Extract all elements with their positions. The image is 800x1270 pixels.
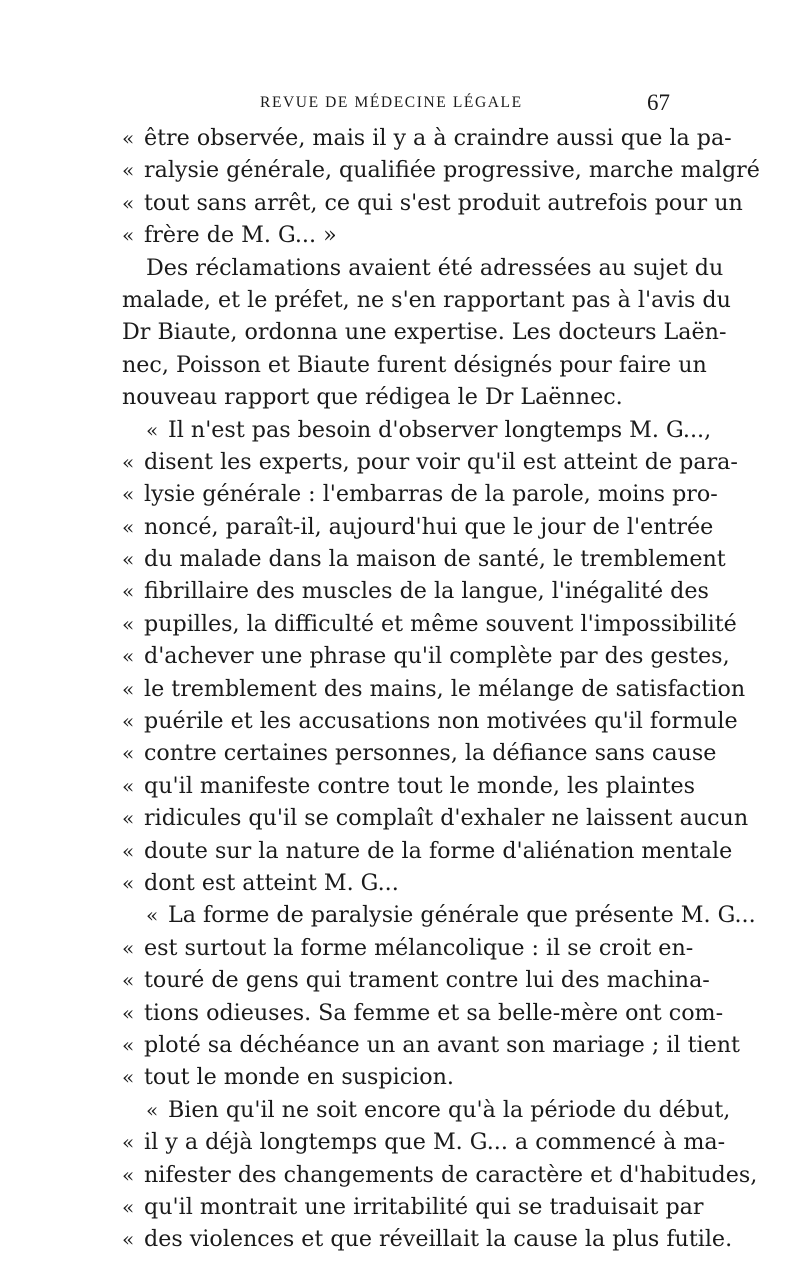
line-text: le tremblement des mains, le mélange de satisfaction	[144, 675, 746, 702]
quote-mark: «	[122, 547, 135, 572]
text-line	[122, 608, 737, 640]
text-line	[122, 1223, 733, 1255]
quote-mark: «	[122, 935, 135, 960]
body-text	[122, 122, 760, 1256]
line-text: dont est atteint M. G...	[144, 869, 399, 896]
text-line	[122, 446, 738, 478]
quote-mark: «	[146, 1097, 159, 1122]
line-text: frère de M. G... »	[144, 222, 337, 249]
text-line	[122, 640, 730, 672]
text-line	[122, 316, 727, 348]
quote-mark: «	[146, 417, 159, 442]
line-text: être observée, mais il y a à craindre aussi que la pa-	[144, 125, 732, 151]
text-line	[122, 932, 694, 964]
page-number: 67	[647, 90, 670, 115]
quote-mark: «	[122, 1162, 135, 1187]
line-text: touré de gens qui trament contre lui des machina-	[144, 967, 710, 994]
line-text: contre certaines personnes, la défiance sans cause	[144, 740, 717, 767]
text-line	[122, 575, 709, 607]
text-line	[122, 835, 733, 867]
running-title: REVUE DE MÉDECINE LÉGALE	[260, 94, 523, 111]
line-text: Dr Biaute, ordonna une expertise. Les docteurs Laën-	[122, 319, 727, 346]
text-line	[122, 414, 712, 446]
line-text: il y a déjà longtemps que M. G... a commencé à ma-	[144, 1129, 726, 1156]
line-text: pupilles, la difficulté et même souvent l'impossibilité	[144, 610, 737, 637]
line-text: doute sur la nature de la forme d'aliénation mentale	[144, 837, 733, 864]
line-text: nouveau rapport que rédigea le Dr Laënnec.	[122, 384, 623, 411]
quote-mark: «	[122, 806, 135, 831]
line-text: La forme de paralysie générale que présente M. G...	[168, 902, 756, 929]
line-text: du malade dans la maison de santé, le tremblement	[144, 546, 726, 573]
text-line	[122, 478, 718, 510]
text-line	[122, 187, 743, 219]
text-line	[122, 1094, 731, 1126]
line-text: fibrillaire des muscles de la langue, l'inégalité des	[144, 578, 709, 605]
text-line	[122, 1126, 726, 1158]
line-text: Bien qu'il ne soit encore qu'à la période du début,	[168, 1096, 731, 1123]
text-line	[122, 1159, 758, 1191]
quote-mark: «	[122, 709, 135, 734]
line-text: Il n'est pas besoin d'observer longtemps M. G...,	[168, 416, 712, 443]
quote-mark: «	[122, 676, 135, 701]
line-text: nec, Poisson et Biaute furent désignés pour faire un	[122, 351, 707, 378]
quote-mark: «	[122, 514, 135, 539]
text-line	[122, 543, 726, 575]
text-line	[122, 219, 670, 251]
line-text: ridicules qu'il se complaît d'exhaler ne laissent aucun	[144, 805, 749, 832]
text-line	[122, 705, 738, 737]
line-text: est surtout la forme mélancolique : il se croit en-	[144, 934, 694, 961]
text-line	[122, 770, 696, 802]
text-line	[122, 1061, 670, 1093]
quote-mark: «	[122, 1130, 135, 1155]
line-text: nifester des changements de caractère et d'habitudes,	[144, 1161, 758, 1188]
text-line	[122, 802, 749, 834]
line-text: tions odieuses. Sa femme et sa belle-mère ont com-	[144, 999, 724, 1026]
line-text: tout le monde en suspicion.	[144, 1064, 454, 1091]
text-line	[122, 122, 732, 154]
text-line	[122, 997, 724, 1029]
text-line	[122, 867, 670, 899]
line-text: noncé, paraît-il, aujourd'hui que le jour de l'entrée	[144, 513, 714, 540]
quote-mark: «	[122, 190, 135, 215]
line-text: lysie générale : l'embarras de la parole, moins pro-	[144, 481, 718, 508]
text-line	[122, 1191, 704, 1223]
quote-mark: «	[122, 968, 135, 993]
quote-mark: «	[122, 1000, 135, 1025]
line-text: tout sans arrêt, ce qui s'est produit autrefois pour un	[144, 189, 743, 216]
quote-mark: «	[122, 838, 135, 863]
quote-mark: «	[122, 223, 135, 248]
quote-mark: «	[122, 126, 135, 150]
quote-mark: «	[122, 449, 135, 474]
quote-mark: «	[146, 903, 159, 928]
text-line	[122, 673, 746, 705]
text-line	[122, 381, 670, 413]
text-line	[122, 964, 710, 996]
quote-mark: «	[122, 482, 135, 507]
text-line	[122, 252, 724, 284]
quote-mark: «	[122, 741, 135, 766]
quote-mark: «	[122, 1194, 135, 1219]
running-head	[122, 92, 670, 118]
line-text: qu'il montrait une irritabilité qui se traduisait par	[144, 1193, 704, 1220]
quote-mark: «	[122, 579, 135, 604]
quote-mark: «	[122, 1032, 135, 1057]
quote-mark: «	[122, 158, 135, 183]
text-line	[122, 899, 756, 931]
line-text: qu'il manifeste contre tout le monde, les plaintes	[144, 772, 696, 799]
quote-mark: «	[122, 1065, 135, 1090]
line-text: disent les experts, pour voir qu'il est atteint de para-	[144, 448, 738, 475]
line-text: ploté sa déchéance un an avant son mariage ; il tient	[144, 1031, 740, 1058]
text-line	[122, 284, 731, 316]
quote-mark: «	[122, 870, 135, 895]
text-line	[122, 154, 760, 186]
quote-mark: «	[122, 611, 135, 636]
quote-mark: «	[122, 773, 135, 798]
quote-mark: «	[122, 1227, 135, 1252]
line-text: des violences et que réveillait la cause la plus futile.	[144, 1226, 733, 1253]
line-text: Des réclamations avaient été adressées au sujet du	[146, 254, 724, 281]
text-line	[122, 1029, 740, 1061]
line-text: puérile et les accusations non motivées qu'il formule	[144, 708, 738, 735]
line-text: ralysie générale, qualifiée progressive, marche malgré	[144, 157, 760, 184]
text-line	[122, 737, 717, 769]
line-text: malade, et le préfet, ne s'en rapportant pas à l'avis du	[122, 286, 731, 313]
text-line	[122, 511, 714, 543]
line-text: d'achever une phrase qu'il complète par des gestes,	[144, 643, 730, 670]
text-line	[122, 349, 707, 381]
quote-mark: «	[122, 644, 135, 669]
